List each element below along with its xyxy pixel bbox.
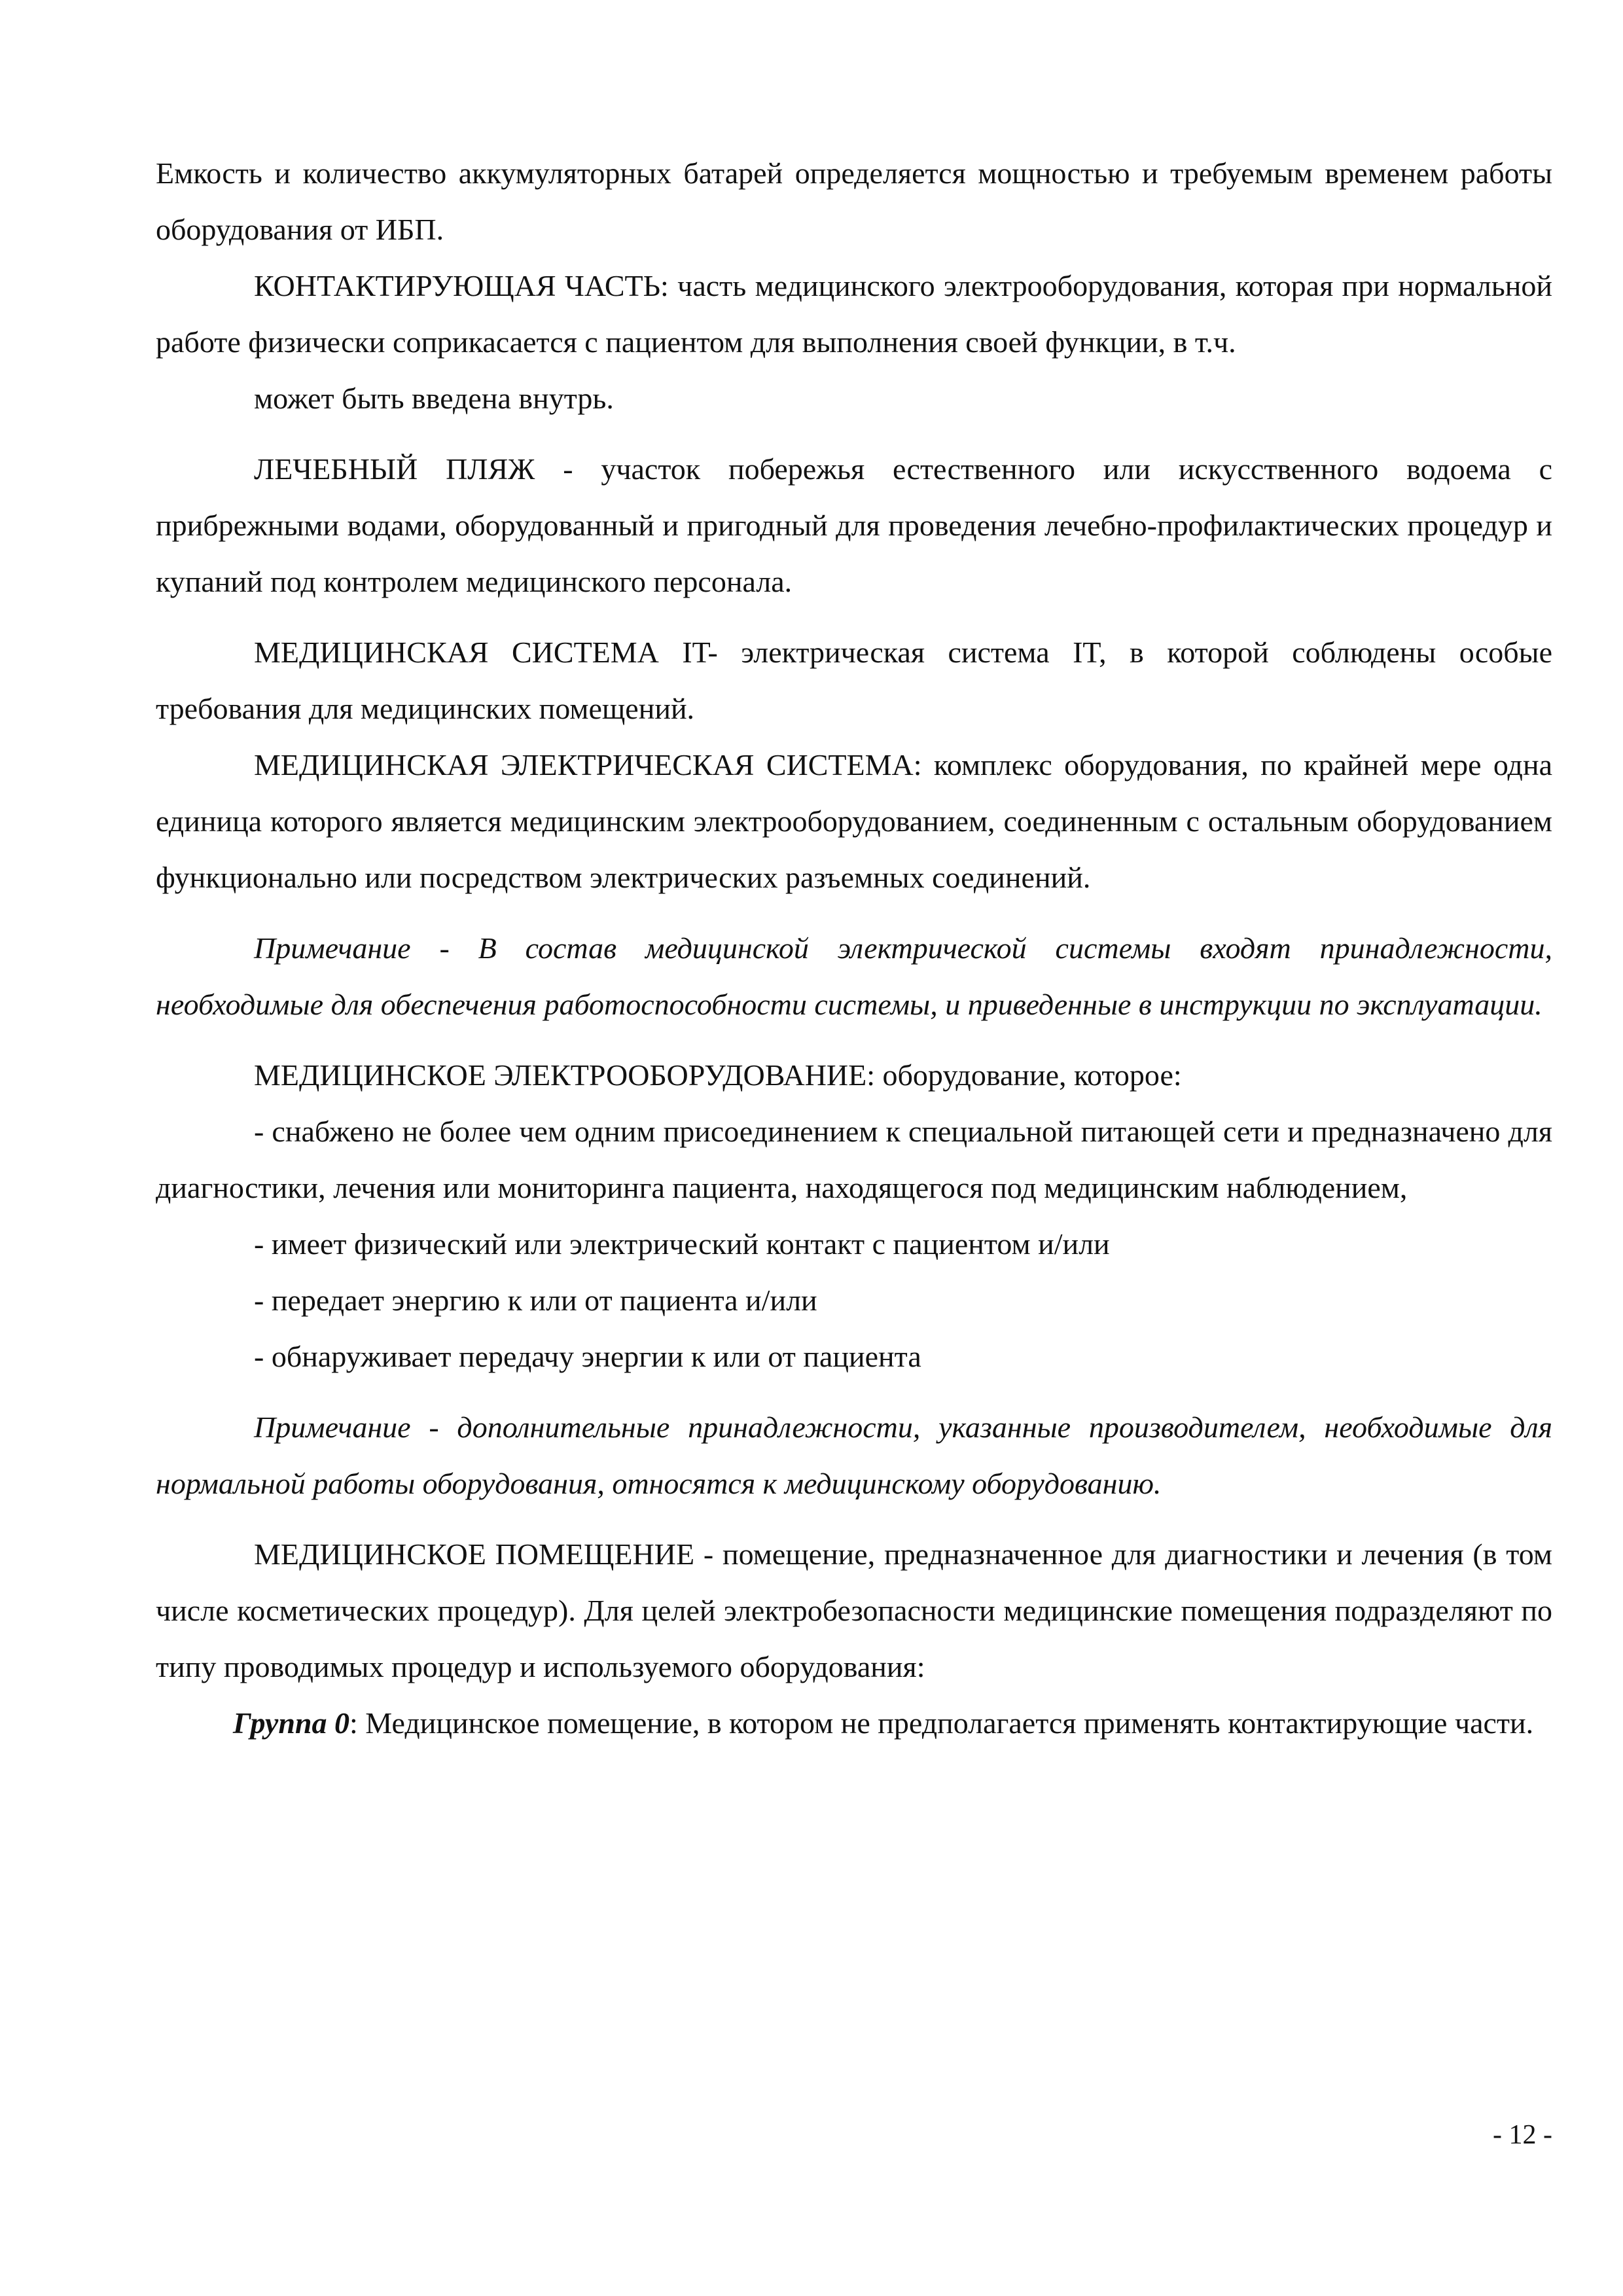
group-zero-label: Группа 0 [233, 1706, 349, 1740]
group-zero-text: : Медицинское помещение, в котором не предполагается применять контактирующие части. [349, 1706, 1534, 1740]
paragraph-medical-room: МЕДИЦИНСКОЕ ПОМЕЩЕНИЕ - помещение, предназначенное для диагностики и лечения (в том числе косметических процедур). Для целей электробезопасности медицинские помещения подразделяют по типу проводимых процедур и используемого оборудования: [156, 1537, 1552, 1683]
paragraph-group-zero [156, 1695, 1552, 1751]
paragraph-ups-batteries: Емкость и количество аккумуляторных батарей определяется мощностью и требуемым временем работы оборудования от ИБП. [156, 156, 1552, 246]
paragraph-therapeutic-beach: ЛЕЧЕБНЫЙ ПЛЯЖ - участок побережья естественного или искусственного водоема с прибрежными водами, оборудованный и пригодный для проведения лечебно-профилактических процедур и купаний под контролем медицинского персонала. [156, 452, 1552, 598]
paragraph-contact-part-continuation: может быть введена внутрь. [254, 382, 614, 415]
list-item-energy-transfer: - передает энергию к или от пациента и/или [254, 1283, 817, 1317]
list-item-supply-connection: - снабжено не более чем одним присоединением к специальной питающей сети и предназначено для диагностики, лечения или мониторинга пациента, находящегося под медицинским наблюдением, [156, 1115, 1552, 1204]
list-item-patient-contact: - имеет физический или электрический контакт с пациентом и/или [254, 1227, 1110, 1261]
paragraph-medical-electrical-equipment: МЕДИЦИНСКОЕ ЭЛЕКТРООБОРУДОВАНИЕ: оборудование, которое: [254, 1058, 1182, 1092]
note-accessories: Примечание - дополнительные принадлежности, указанные производителем, необходимые для нормальной работы оборудования, относятся к медицинскому оборудованию. [156, 1410, 1552, 1500]
document-body [156, 145, 1552, 1751]
note-medical-electrical-system: Примечание - В состав медицинской электрической системы входят принадлежности, необходимые для обеспечения работоспособности системы, и приведенные в инструкции по эксплуатации. [156, 931, 1552, 1021]
paragraph-medical-it-system: МЕДИЦИНСКАЯ СИСТЕМА IT- электрическая система IT, в которой соблюдены особые требования для медицинских помещений. [156, 636, 1552, 725]
page-number: - 12 - [1493, 2120, 1552, 2150]
paragraph-contact-part: КОНТАКТИРУЮЩАЯ ЧАСТЬ: часть медицинского электрооборудования, которая при нормальной работе физически соприкасается с пациентом для выполнения своей функции, в т.ч. [156, 269, 1552, 359]
paragraph-medical-electrical-system: МЕДИЦИНСКАЯ ЭЛЕКТРИЧЕСКАЯ СИСТЕМА: комплекс оборудования, по крайней мере одна единица которого является медицинским электрооборудованием, соединенным с остальным оборудованием функционально или посредством электрических разъемных соединений. [156, 748, 1552, 894]
list-item-energy-detection: - обнаруживает передачу энергии к или от пациента [254, 1340, 921, 1373]
